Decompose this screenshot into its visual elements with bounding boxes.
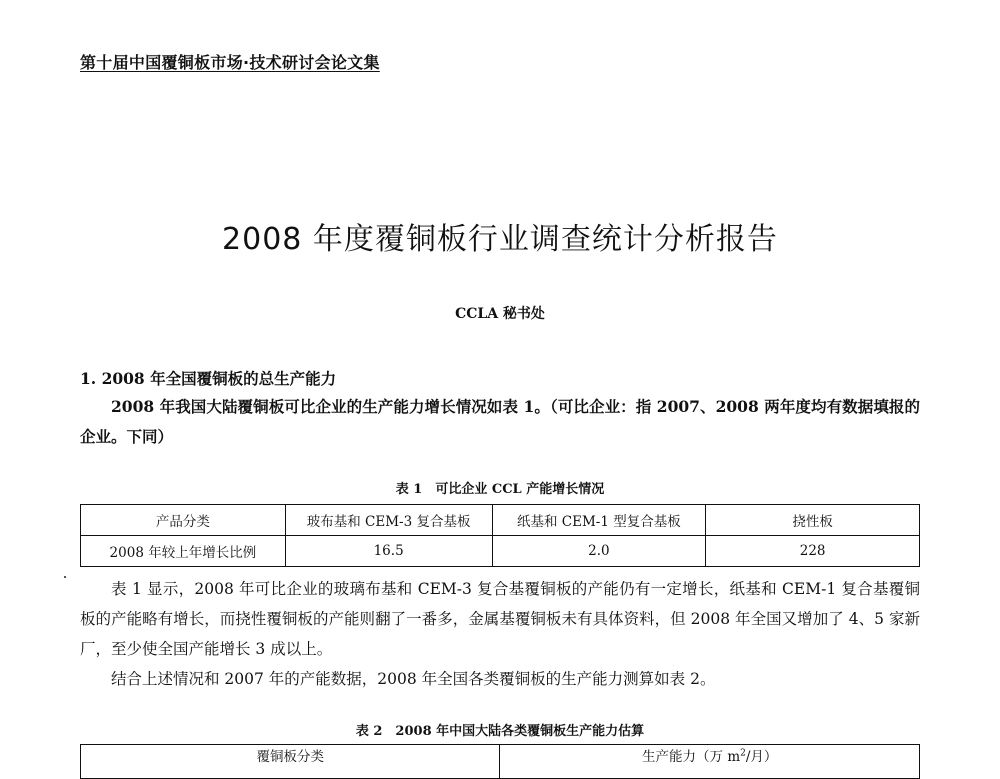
paragraph-intro: 2008 年我国大陆覆铜板可比企业的生产能力增长情况如表 1。（可比企业：指 2007、2008 两年度均有数据填报的企业。下同）: [80, 397, 920, 446]
table-row: [81, 536, 920, 567]
table-header-cell: 覆铜板分类: [81, 745, 500, 779]
section-heading: 1. 2008 年全国覆铜板的总生产能力: [80, 369, 337, 388]
table-header-cell-capacity: [500, 745, 920, 779]
capacity-label: 生产能力（万 m: [642, 749, 741, 765]
table-header-row: [81, 745, 920, 779]
table-2-caption: 表 2 2008 年中国大陆各类覆铜板生产能力估算: [355, 724, 645, 739]
table-header-cell: 纸基和 CEM-1 型复合基板: [492, 505, 706, 536]
table-1-caption: 表 1 可比企业 CCL 产能增长情况: [395, 482, 605, 497]
document-author: CCLA 秘书处: [455, 306, 545, 322]
table-header-cell: 挠性板: [706, 505, 920, 536]
scan-speck: [64, 576, 66, 578]
table-2: [80, 744, 920, 779]
table-cell: 2.0: [492, 536, 706, 567]
table-1: [80, 504, 920, 567]
unit-superscript: 2: [740, 748, 746, 759]
document-title: 2008 年度覆铜板行业调查统计分析报告: [222, 222, 778, 257]
table-cell: 228: [706, 536, 920, 567]
table-cell: 2008 年较上年增长比例: [81, 536, 286, 567]
table-header-row: [81, 505, 920, 536]
capacity-unit: /月）: [745, 749, 778, 765]
running-header: 第十届中国覆铜板市场·技术研讨会论文集: [80, 53, 380, 72]
table-header-cell: 产品分类: [81, 505, 286, 536]
table-cell: 16.5: [285, 536, 492, 567]
paragraph-estimate: 结合上述情况和 2007 年的产能数据，2008 年全国各类覆铜板的生产能力测算如表 2。: [111, 670, 716, 688]
table-header-cell: 玻布基和 CEM-3 复合基板: [285, 505, 492, 536]
paragraph-analysis: 表 1 显示，2008 年可比企业的玻璃布基和 CEM-3 复合基覆铜板的产能仍有一定增长，纸基和 CEM-1 复合基覆铜板的产能略有增长，而挠性覆铜板的产能则翻了一番多，金属基覆铜板未有具体资料，但 2008 年全国又增加了 4、5 家新厂，至少使全国产能增长 3 成以上。: [80, 580, 920, 658]
